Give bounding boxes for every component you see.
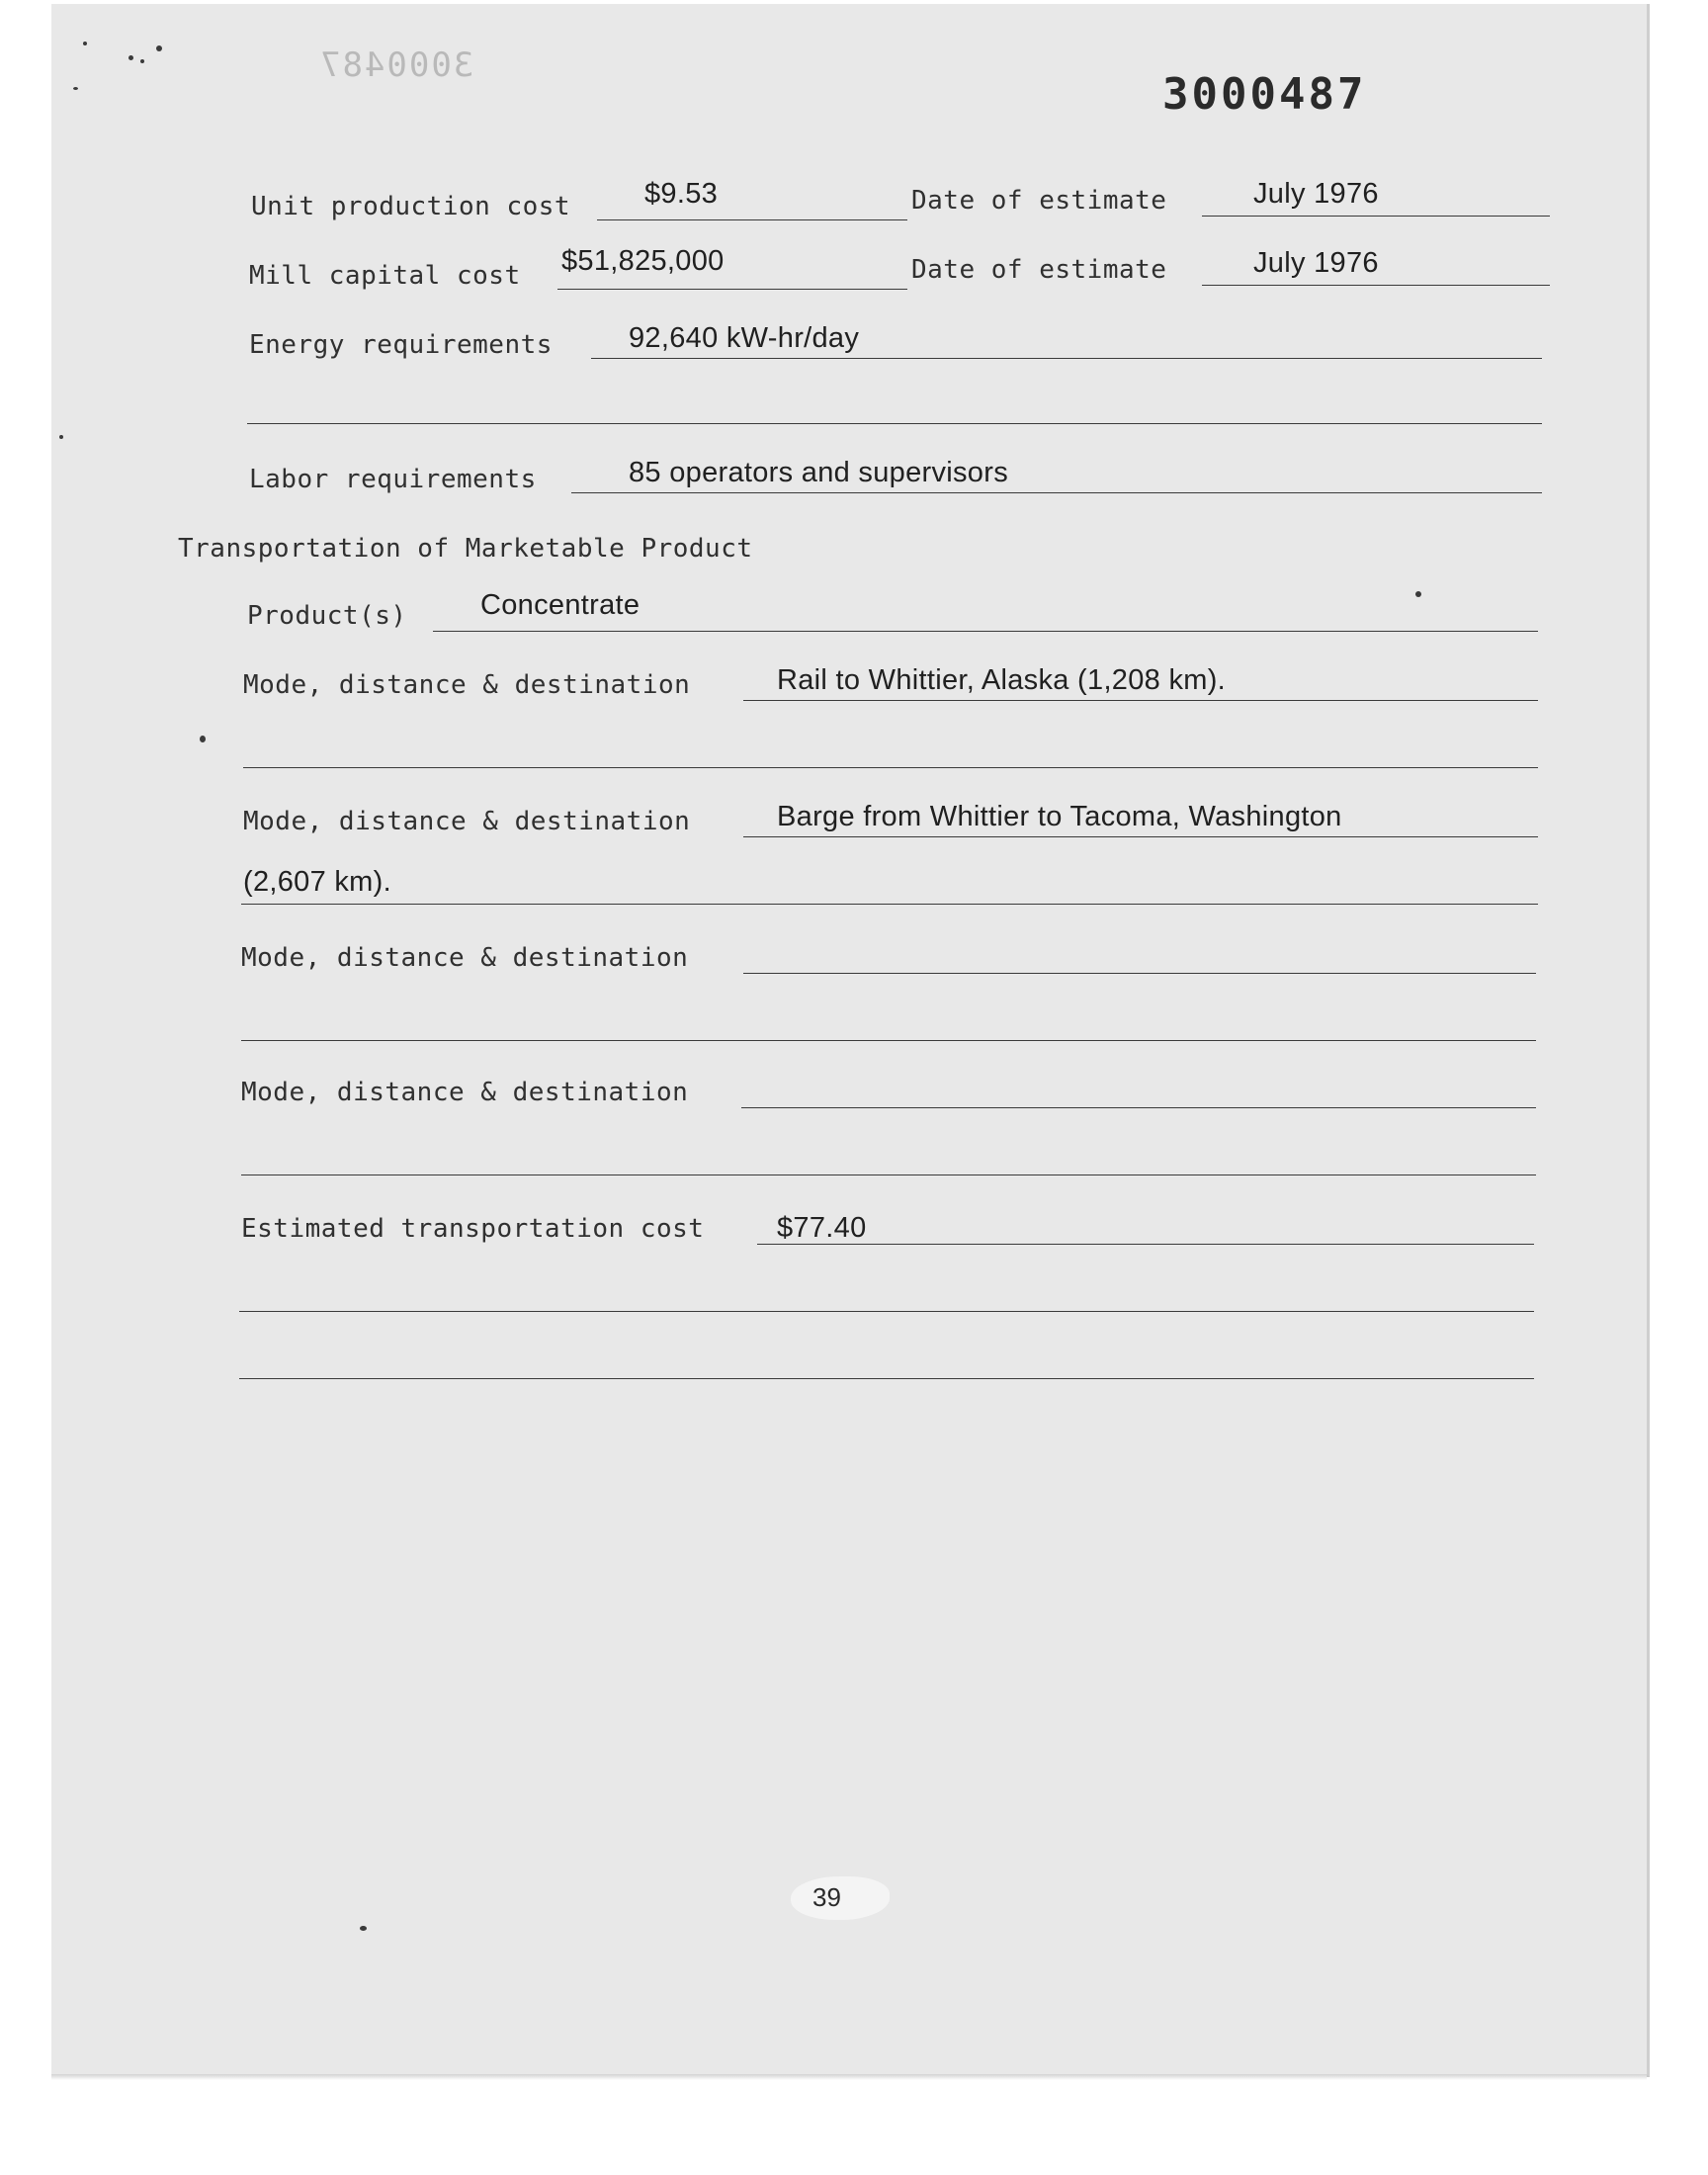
mode-2-value: Barge from Whittier to Tacoma, Washington: [777, 801, 1342, 832]
speck: [200, 736, 206, 742]
transportation-cost-value: $77.40: [777, 1212, 867, 1244]
transportation-cost-label: Estimated transportation cost: [241, 1214, 705, 1244]
unit-production-cost-value: $9.53: [644, 178, 719, 210]
mode-1-continuation-line: [243, 767, 1538, 768]
unit-cost-date-label: Date of estimate: [911, 186, 1167, 216]
mill-capital-cost-value: $51,825,000: [561, 245, 725, 277]
product-value: Concentrate: [480, 589, 640, 621]
mode-4-line: [741, 1107, 1536, 1108]
document-number: 3000487: [1162, 69, 1367, 120]
mode-3-continuation-line: [241, 1040, 1536, 1041]
page-number: 39: [812, 1882, 841, 1912]
mode-2-continuation-line: [241, 904, 1538, 905]
unit-cost-date-value: July 1976: [1253, 178, 1379, 210]
labor-requirements-line: [571, 492, 1542, 493]
mode-3-label: Mode, distance & destination: [241, 943, 689, 973]
blank-line-2: [239, 1378, 1534, 1379]
mode-1-label: Mode, distance & destination: [243, 670, 691, 700]
product-line: [433, 631, 1538, 632]
labor-requirements-label: Labor requirements: [249, 465, 537, 494]
page-shadow: [51, 2074, 1647, 2080]
speck: [140, 59, 144, 63]
mill-capital-cost-line: [557, 289, 907, 290]
transportation-cost-line: [757, 1244, 1534, 1245]
speck: [59, 435, 63, 439]
unit-cost-date-line: [1202, 216, 1550, 217]
energy-requirements-line: [591, 358, 1542, 359]
speck: [1415, 591, 1421, 597]
mill-cost-date-label: Date of estimate: [911, 255, 1167, 285]
speck: [83, 42, 87, 45]
mode-2-label: Mode, distance & destination: [243, 807, 691, 836]
transportation-heading: Transportation of Marketable Product: [178, 534, 753, 564]
mill-capital-cost-label: Mill capital cost: [249, 261, 521, 291]
mode-2-continuation: (2,607 km).: [243, 866, 391, 898]
speck: [360, 1926, 367, 1931]
energy-requirements-label: Energy requirements: [249, 330, 553, 360]
speck: [156, 45, 162, 51]
energy-requirements-value: 92,640 kW-hr/day: [629, 322, 860, 354]
mode-4-continuation-line: [241, 1174, 1536, 1175]
energy-continuation-line: [247, 423, 1542, 424]
unit-production-cost-label: Unit production cost: [251, 192, 571, 221]
mode-1-value: Rail to Whittier, Alaska (1,208 km).: [777, 664, 1227, 696]
ghost-document-number: 3000487: [318, 45, 474, 85]
mode-1-line: [743, 700, 1538, 701]
mode-2-line: [743, 836, 1538, 837]
blank-line-1: [239, 1311, 1534, 1312]
unit-production-cost-line: [597, 219, 907, 220]
speck: [73, 87, 78, 90]
mill-cost-date-line: [1202, 285, 1550, 286]
labor-requirements-value: 85 operators and supervisors: [629, 457, 1008, 488]
mode-3-line: [743, 973, 1536, 974]
mode-4-label: Mode, distance & destination: [241, 1078, 689, 1107]
product-label: Product(s): [247, 601, 407, 631]
mill-cost-date-value: July 1976: [1253, 247, 1379, 279]
speck: [128, 55, 133, 60]
